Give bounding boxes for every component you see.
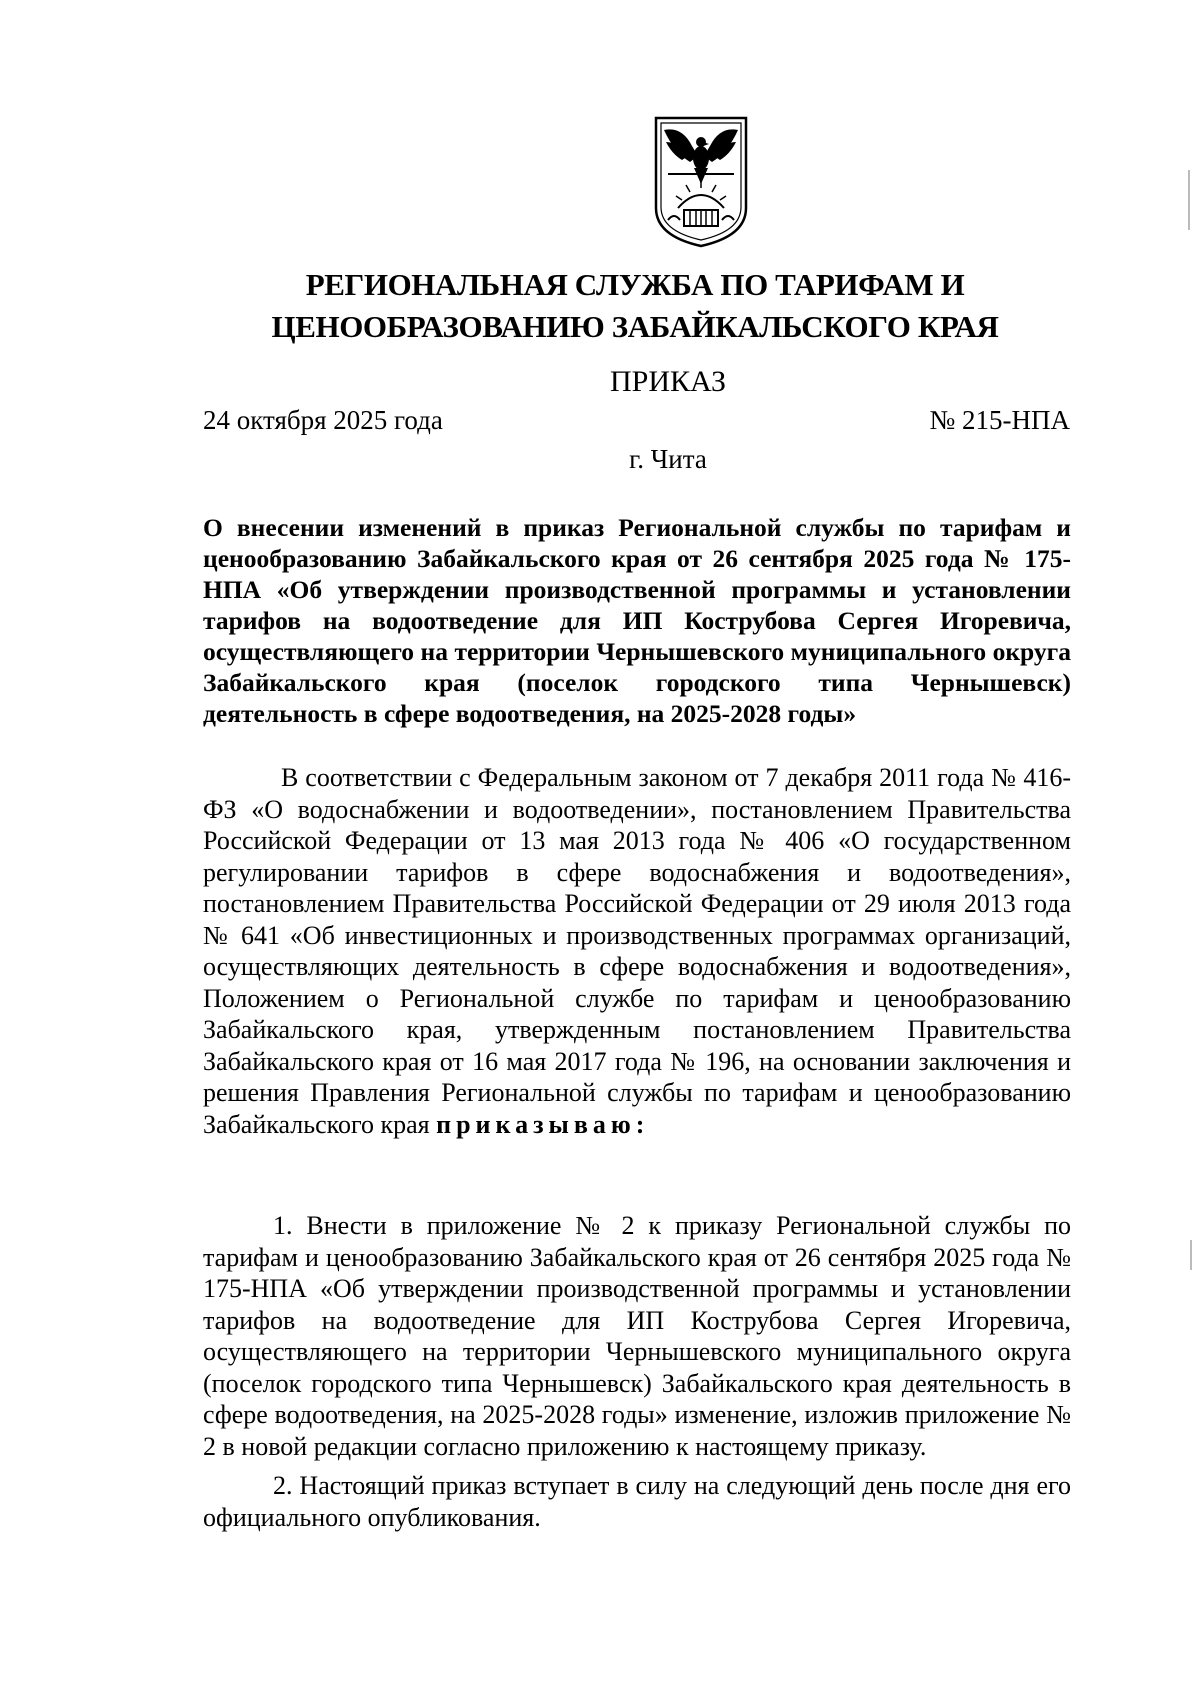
order-word: приказываю:: [436, 1109, 650, 1139]
order-item-1: 1. Внести в приложение № 2 к приказу Региональной службы по тарифам и ценообразованию Забайкальского края от 26 сентября 2025 года № 175-НПА «Об утверждении производственной программы и установлении тарифов на водоотведение для ИП Кострубова Сергея Игоревича, осуществляющего на территории Чернышевского муниципального округа (поселок городского типа Чернышевск) Забайкальского края деятельность в сфере водоотведения, на 2025-2028 годы» изменение, изложив приложение № 2 в новой редакции согласно приложению к настоящему приказу.: [203, 1211, 1071, 1461]
scan-edge-mark: [1188, 170, 1190, 230]
document-subject: О внесении изменений в приказ Региональной службы по тарифам и ценообразованию Забайкальского края от 26 сентября 2025 года № 175-НПА «Об утверждении производственной программы и установлении тарифов на водоотведение для ИП Кострубова Сергея Игоревича, осуществляющего на территории Чернышевского муниципального округа Забайкальского края (поселок городского типа Чернышевск) деятельность в сфере водоотведения, на 2025-2028 годы»: [203, 513, 1071, 728]
scan-edge-mark: [1190, 1240, 1192, 1270]
document-type: ПРИКАЗ: [610, 365, 726, 398]
organization-title: [200, 264, 1070, 348]
coat-of-arms-icon: [652, 112, 750, 250]
document-city: г. Чита: [629, 444, 707, 474]
organization-title-line-1: РЕГИОНАЛЬНАЯ СЛУЖБА ПО ТАРИФАМ И: [305, 267, 965, 302]
document-number: № 215-НПА: [929, 405, 1070, 435]
order-item-2: 2. Настоящий приказ вступает в силу на следующий день после дня его официального опубликования.: [203, 1471, 1071, 1532]
document-date: 24 октября 2025 года: [203, 405, 443, 435]
preamble-paragraph: [203, 762, 1071, 1140]
organization-title-line-2: ЦЕНООБРАЗОВАНИЮ ЗАБАЙКАЛЬСКОГО КРАЯ: [271, 309, 999, 344]
preamble-text: В соответствии с Федеральным законом от 7 декабря 2011 года № 416-ФЗ «О водоснабжении и водоотведении», постановлением Правительства Российской Федерации от 13 мая 2013 года № 406 «О государственном регулировании тарифов в сфере водоснабжения и водоотведения», постановлением Правительства Российской Федерации от 29 июля 2013 года № 641 «Об инвестиционных и производственных программах организаций, осуществляющих деятельность в сфере водоснабжения и водоотведения», Положением о Региональной службе по тарифам и ценообразованию Забайкальского края, утвержденным постановлением Правительства Забайкальского края от 16 мая 2017 года № 196, на основании заключения и решения Правления Региональной службы по тарифам и ценообразованию Забайкальского края: [203, 763, 1071, 1139]
